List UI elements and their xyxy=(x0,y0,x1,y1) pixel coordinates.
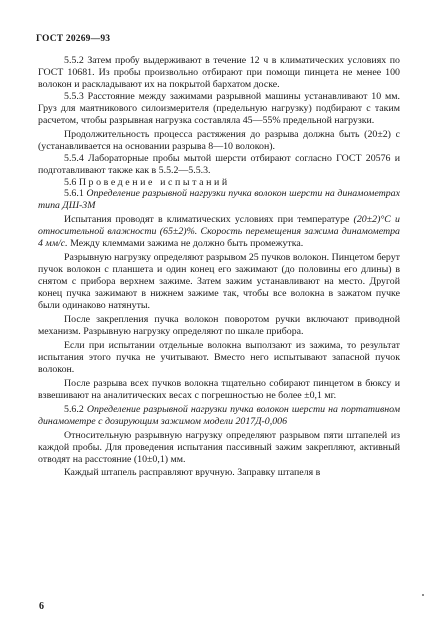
section-number: 5.6 xyxy=(64,176,77,188)
standard-code-header: ГОСТ 20269—93 xyxy=(36,34,111,44)
paragraph-5-5-4: 5.5.4 Лабораторные пробы мытой шерсти отбирают согласно ГОСТ 20576 и подготавливают также как в 5.5.2—5.5.3. xyxy=(38,152,400,176)
conditions-tail: Между клеммами зажима не должно быть промежутка. xyxy=(67,238,304,250)
paragraph-5-5-2: 5.5.2 Затем пробу выдерживают в течение 12 ч в климатических условиях по ГОСТ 10681. Из пробы произвольно отбирают при помощи пинцета не менее 100 волокон и раскладывают их на покрытой бархатом доске. xyxy=(38,55,400,90)
paragraph-breaking-load: Разрывную нагрузку определяют разрывом 25 пучков волокон. Пинцетом берут пучок волокон с планшета и один конец его зажимают (до половины его длины) в снятом с прибора верхнем зажиме. Затем зажим устанавливают на место. Другой конец пучка зажимают в нижнем зажиме так, чтобы все волокна в зажатом пучке были одинаково натянуты. xyxy=(38,252,400,312)
subsection-number: 5.6.1 xyxy=(64,188,84,200)
section-heading-5-6 xyxy=(38,177,400,189)
scan-speck xyxy=(422,594,424,596)
conditions-italic: (20±2)°С и относительной влажности (65±2)%. Скорость перемещения зажима динамометра 4 мм/с. xyxy=(38,214,400,250)
page-number: 6 xyxy=(39,601,44,612)
paragraph-slipping: Если при испытании отдельные волокна выползают из зажима, то результат испытания этого пучка не учитывают. Вместо него испытывают запасной пучок волокон. xyxy=(38,339,400,375)
subsection-number: 5.6.2 xyxy=(64,403,84,415)
conditions-text: Испытания проводят в климатических условиях при температуре xyxy=(64,214,354,226)
paragraph-conditions xyxy=(38,214,400,250)
paragraph-duration: Продолжительность процесса растяжения до разрыва должна быть (20±2) с (устанавливается на основании разрыва 8—10 волокон). xyxy=(38,128,400,152)
subsection-heading-5-6-2 xyxy=(38,404,400,428)
subsection-title: Определение разрывной нагрузки пучка волокон шерсти на динамометрах типа ДШ-3М xyxy=(38,188,400,212)
paragraph-relative-load: Относительную разрывную нагрузку определяют разрывом пяти штапелей из каждой пробы. Для проведения испытания пассивный зажим закрепляют, активный отводят на расстояние (10±0,1) мм. xyxy=(38,429,400,465)
paragraph-fixing: После закрепления пучка волокон поворотом ручки включают приводной механизм. Разрывную нагрузку определяют по шкале прибора. xyxy=(38,314,400,337)
paragraph-staple: Каждый штапель расправляют вручную. Заправку штапеля в xyxy=(64,467,321,479)
subsection-heading-5-6-1 xyxy=(38,188,400,212)
paragraph-5-5-3: 5.5.3 Расстояние между зажимами разрывной машины устанавливают 10 мм. Груз для маятникового силоизмерителя (предельную нагрузку) подбирают с таким расчетом, чтобы разрывная нагрузка составляла 45—55% предельной нагрузки. xyxy=(38,90,400,126)
section-title: Проведение испытаний xyxy=(78,176,230,188)
paragraph-weighing: После разрыва всех пучков волокна тщательно собирают пинцетом в бюксу и взвешивают на аналитических весах с погрешностью не более ±0,1 мг. xyxy=(38,377,400,401)
subsection-title: Определение разрывной нагрузки пучка волокон шерсти на портативном динамометре с дозирующим зажимом модели 2017Д-0,006 xyxy=(38,403,401,427)
page-body xyxy=(38,55,400,479)
